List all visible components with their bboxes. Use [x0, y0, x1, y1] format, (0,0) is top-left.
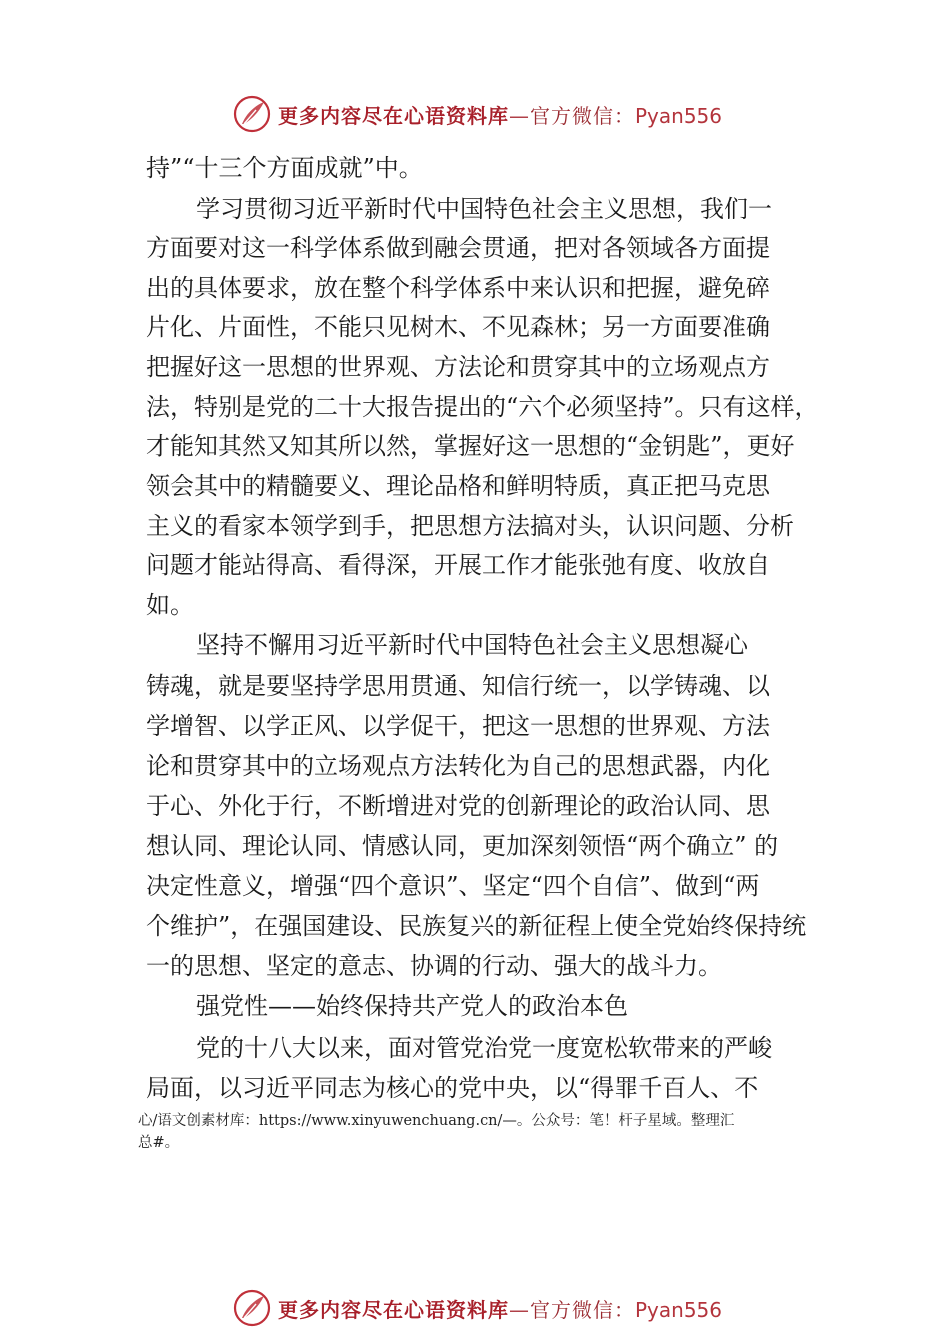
text-line: 出的具体要求，放在整个科学体系中来认识和把握，避免碎: [146, 274, 770, 302]
text-line: 把握好这一思想的世界观、方法论和贯穿其中的立场观点方: [146, 353, 770, 381]
text-line: 片化、片面性，不能只见树木、不见森林；另一方面要准确: [146, 313, 770, 341]
banner-main-text: 更多内容尽在心语资料库: [278, 1297, 509, 1322]
banner-text: [278, 1294, 722, 1323]
banner-main-text: 更多内容尽在心语资料库: [278, 103, 509, 128]
text-line: 铸魂，就是要坚持学思用贯通、知信行统一，以学铸魂、以: [146, 672, 770, 700]
section-heading: 强党性——始终保持共产党人的政治本色: [196, 992, 628, 1020]
text-line: 一的思想、坚定的意志、协调的行动、强大的战斗力。: [146, 952, 722, 980]
text-line: 领会其中的精髓要义、理论品格和鲜明特质，真正把马克思: [146, 472, 770, 500]
source-footnote: [138, 1110, 838, 1154]
text-line: 如。: [146, 591, 194, 619]
text-line: 才能知其然又知其所以然，掌握好这一思想的“金钥匙”，更好: [146, 432, 795, 460]
banner-wechat-label: 官方微信：: [530, 1297, 635, 1322]
quill-logo-icon: [232, 94, 272, 134]
text-line: 于心、外化于行，不断增进对党的创新理论的政治认同、思: [146, 792, 770, 820]
text-line: 坚持不懈用习近平新时代中国特色社会主义思想凝心: [196, 631, 748, 659]
banner-wechat-id: Pyan556: [635, 1297, 723, 1322]
footnote-line: 心/语文创素材库：https://www.xinyuwenchuang.cn/—。公众号：笔！杆子星域。整理汇: [138, 1113, 735, 1129]
text-line: 想认同、理论认同、情感认同，更加深刻领悟“两个确立” 的: [146, 832, 779, 860]
text-line: 局面，以习近平同志为核心的党中央，以“得罪千百人、不: [146, 1074, 759, 1102]
text-line: 主义的看家本领学到手，把思想方法搞对头，认识问题、分析: [146, 512, 794, 540]
text-line: 问题才能站得高、看得深，开展工作才能张弛有度、收放自: [146, 551, 770, 579]
text-line: 个维护”，在强国建设、民族复兴的新征程上使全党始终保持统: [146, 912, 807, 940]
footer-watermark-banner: [232, 1288, 722, 1328]
text-line: 学增智、以学正风、以学促干，把这一思想的世界观、方法: [146, 712, 770, 740]
text-line: 学习贯彻习近平新时代中国特色社会主义思想，我们一: [196, 195, 772, 223]
banner-text: [278, 100, 722, 129]
banner-wechat-label: 官方微信：: [530, 103, 635, 128]
footnote-line: 总#。: [138, 1135, 180, 1151]
text-line: 方面要对这一科学体系做到融会贯通，把对各领域各方面提: [146, 234, 770, 262]
banner-wechat-id: Pyan556: [635, 103, 723, 128]
text-line: 党的十八大以来，面对管党治党一度宽松软带来的严峻: [196, 1034, 772, 1062]
text-line: 法，特别是党的二十大报告提出的“六个必须坚持”。只有这样，: [146, 393, 819, 421]
text-line: 论和贯穿其中的立场观点方法转化为自己的思想武器，内化: [146, 752, 770, 780]
banner-dash: —: [509, 1297, 530, 1322]
text-line: 持”“十三个方面成就”中。: [146, 154, 423, 182]
header-watermark-banner: [232, 94, 722, 134]
text-line: 决定性意义，增强“四个意识”、坚定“四个自信”、做到“两: [146, 872, 760, 900]
banner-dash: —: [509, 103, 530, 128]
quill-logo-icon: [232, 1288, 272, 1328]
